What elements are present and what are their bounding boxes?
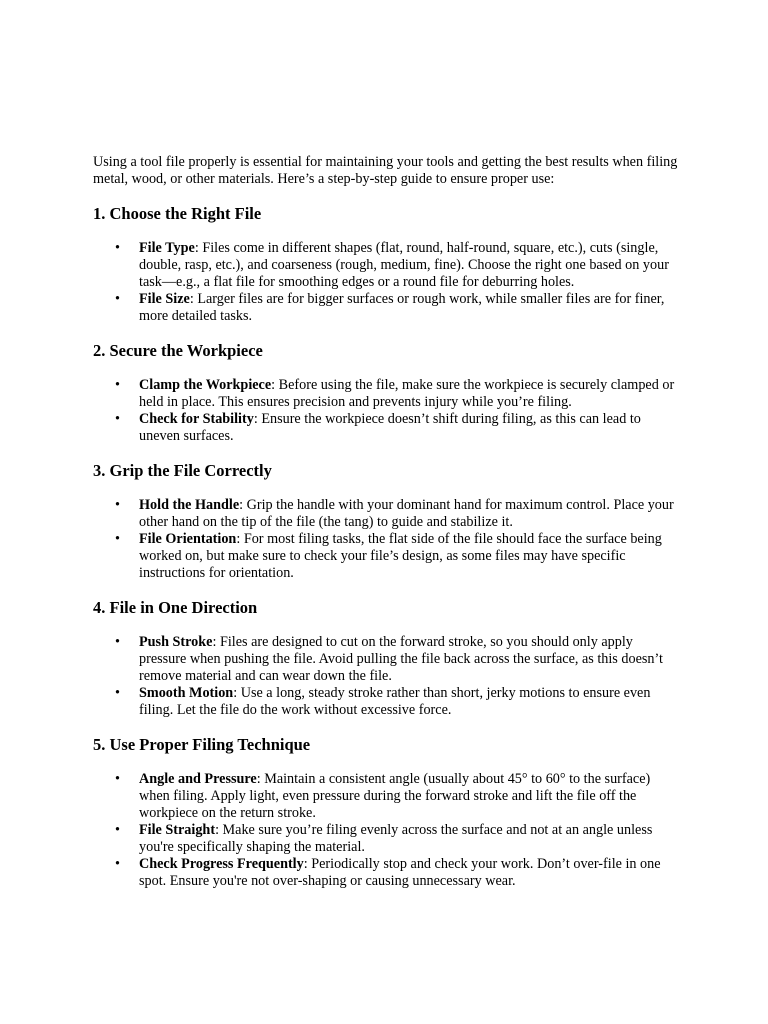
- document-page: [93, 154, 678, 890]
- bullet-text: : Grip the handle with your dominant hand for maximum control. Place your other hand on the tip of the file (the tang) to guide and stabilize it.: [139, 497, 674, 530]
- bullet-text: : Larger files are for bigger surfaces or rough work, while smaller files are for finer, more detailed tasks.: [139, 291, 665, 324]
- bullet-text: : Before using the file, make sure the workpiece is securely clamped or held in place. This ensures precision and prevents injury while you’re filing.: [139, 377, 675, 410]
- list-item: [93, 634, 678, 685]
- list-item: [93, 856, 678, 890]
- bullet-term: Smooth Motion: [139, 685, 234, 701]
- bullet-term: Angle and Pressure: [139, 771, 257, 787]
- bullet-list: [93, 497, 678, 582]
- bullet-term: Check Progress Frequently: [139, 856, 304, 872]
- bullet-text: : Use a long, steady stroke rather than short, jerky motions to ensure even filing. Let the file do the work without excessive force.: [139, 685, 651, 718]
- bullet-icon: •: [115, 411, 120, 427]
- list-item: [93, 771, 678, 822]
- list-item: [93, 291, 678, 325]
- bullet-term: File Size: [139, 291, 190, 307]
- bullet-text: : Periodically stop and check your work. Don’t over-file in one spot. Ensure you're not over-shaping or causing unnecessary wear.: [139, 856, 661, 889]
- bullet-icon: •: [115, 856, 120, 872]
- bullet-list: [93, 240, 678, 325]
- list-item: [93, 497, 678, 531]
- bullet-icon: •: [115, 634, 120, 650]
- list-item: [93, 531, 678, 582]
- bullet-text: : For most filing tasks, the flat side of the file should face the surface being worked on, but make sure to check your file’s design, as some files may have specific instructions for orientation.: [139, 531, 662, 581]
- bullet-icon: •: [115, 291, 120, 307]
- bullet-term: File Type: [139, 240, 195, 256]
- bullet-icon: •: [115, 497, 120, 513]
- section-heading: 4. File in One Direction: [93, 598, 258, 617]
- bullet-term: Clamp the Workpiece: [139, 377, 272, 393]
- bullet-term: Push Stroke: [139, 634, 213, 650]
- list-item: [93, 240, 678, 291]
- bullet-text: : Ensure the workpiece doesn’t shift during filing, as this can lead to uneven surfaces.: [139, 411, 641, 444]
- intro-paragraph: Using a tool file properly is essential for maintaining your tools and getting the best results when filing metal, wood, or other materials. Here’s a step-by-step guide to ensure proper use:: [93, 154, 678, 187]
- bullet-icon: •: [115, 531, 120, 547]
- bullet-icon: •: [115, 822, 120, 838]
- bullet-icon: •: [115, 685, 120, 701]
- bullet-list: [93, 771, 678, 890]
- bullet-term: File Straight: [139, 822, 216, 838]
- section-heading: 5. Use Proper Filing Technique: [93, 735, 311, 754]
- bullet-term: Hold the Handle: [139, 497, 240, 513]
- bullet-text: : Make sure you’re filing evenly across the surface and not at an angle unless you're specifically shaping the material.: [139, 822, 653, 855]
- section-heading: 1. Choose the Right File: [93, 204, 262, 223]
- bullet-icon: •: [115, 771, 120, 787]
- bullet-text: : Maintain a consistent angle (usually about 45° to 60° to the surface) when filing. Apply light, even pressure during the forward stroke and lift the file off the workpiece on the return stroke.: [139, 771, 651, 821]
- bullet-list: [93, 377, 678, 445]
- bullet-term: Check for Stability: [139, 411, 254, 427]
- list-item: [93, 685, 678, 719]
- bullet-text: : Files come in different shapes (flat, round, half-round, square, etc.), cuts (single, double, rasp, etc.), and coarseness (rough, medium, fine). Choose the right one based on your task—e.g., a flat file for smoothing edges or a round file for deburring holes.: [139, 240, 669, 290]
- section-heading: 3. Grip the File Correctly: [93, 461, 272, 480]
- sections-container: [93, 204, 678, 890]
- list-item: [93, 411, 678, 445]
- list-item: [93, 822, 678, 856]
- bullet-term: File Orientation: [139, 531, 237, 547]
- section-heading: 2. Secure the Workpiece: [93, 341, 263, 360]
- bullet-icon: •: [115, 377, 120, 393]
- bullet-icon: •: [115, 240, 120, 256]
- bullet-list: [93, 634, 678, 719]
- list-item: [93, 377, 678, 411]
- bullet-text: : Files are designed to cut on the forward stroke, so you should only apply pressure when pushing the file. Avoid pulling the file back across the surface, as this doesn’t remove material and can wear down the file.: [139, 634, 663, 684]
